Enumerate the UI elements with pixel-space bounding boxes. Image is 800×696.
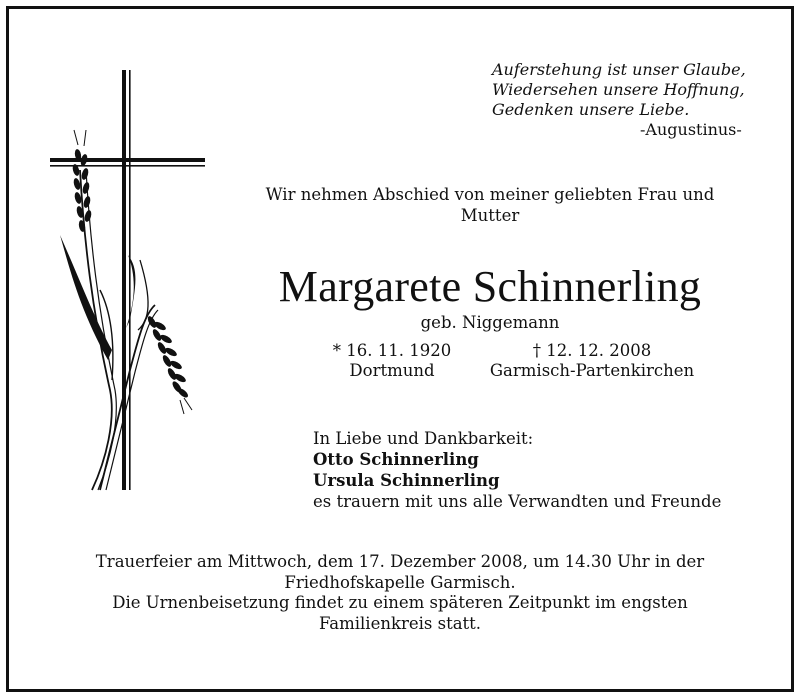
mourner-name: Ursula Schinnerling: [313, 471, 500, 490]
ceremony-info: [40, 552, 760, 634]
mourners-closing: es trauern mit uns alle Verwandten und Freunde: [313, 492, 722, 511]
intro-line: Mutter: [460, 206, 520, 225]
quote: [492, 60, 762, 120]
ceremony-line: Familienkreis statt.: [318, 613, 482, 633]
death-info: [472, 341, 712, 381]
ceremony-line: Trauerfeier am Mittwoch, dem 17. Dezember 2008, um 14.30 Uhr in der: [95, 552, 705, 571]
mourner-name: Otto Schinnerling: [313, 450, 479, 469]
birth-info: [322, 341, 462, 381]
birth-date: * 16. 11. 1920: [332, 341, 452, 360]
intro-text: [230, 184, 750, 226]
quote-line: Auferstehung ist unser Glaube,: [492, 60, 746, 79]
death-date: † 12. 12. 2008: [532, 341, 652, 360]
death-place: Garmisch-Partenkirchen: [489, 361, 695, 380]
intro-line: Wir nehmen Abschied von meiner geliebten Frau und: [265, 185, 715, 204]
birth-place: Dortmund: [349, 361, 435, 380]
quote-line: Gedenken unsere Liebe.: [492, 100, 690, 119]
deceased-name: Margarete Schinnerling: [278, 262, 702, 311]
ceremony-line: Die Urnenbeisetzung findet zu einem späteren Zeitpunkt im engsten: [112, 593, 688, 612]
quote-line: Wiedersehen unsere Hoffnung,: [492, 80, 745, 99]
ceremony-line: Friedhofskapelle Garmisch.: [284, 572, 516, 592]
mourners-block: [313, 428, 721, 512]
quote-author: -Augustinus-: [640, 120, 742, 139]
maiden-name: geb. Niggemann: [420, 313, 560, 332]
mourners-intro: In Liebe und Dankbarkeit:: [313, 429, 534, 448]
cross-with-wheat-icon: [40, 60, 210, 500]
